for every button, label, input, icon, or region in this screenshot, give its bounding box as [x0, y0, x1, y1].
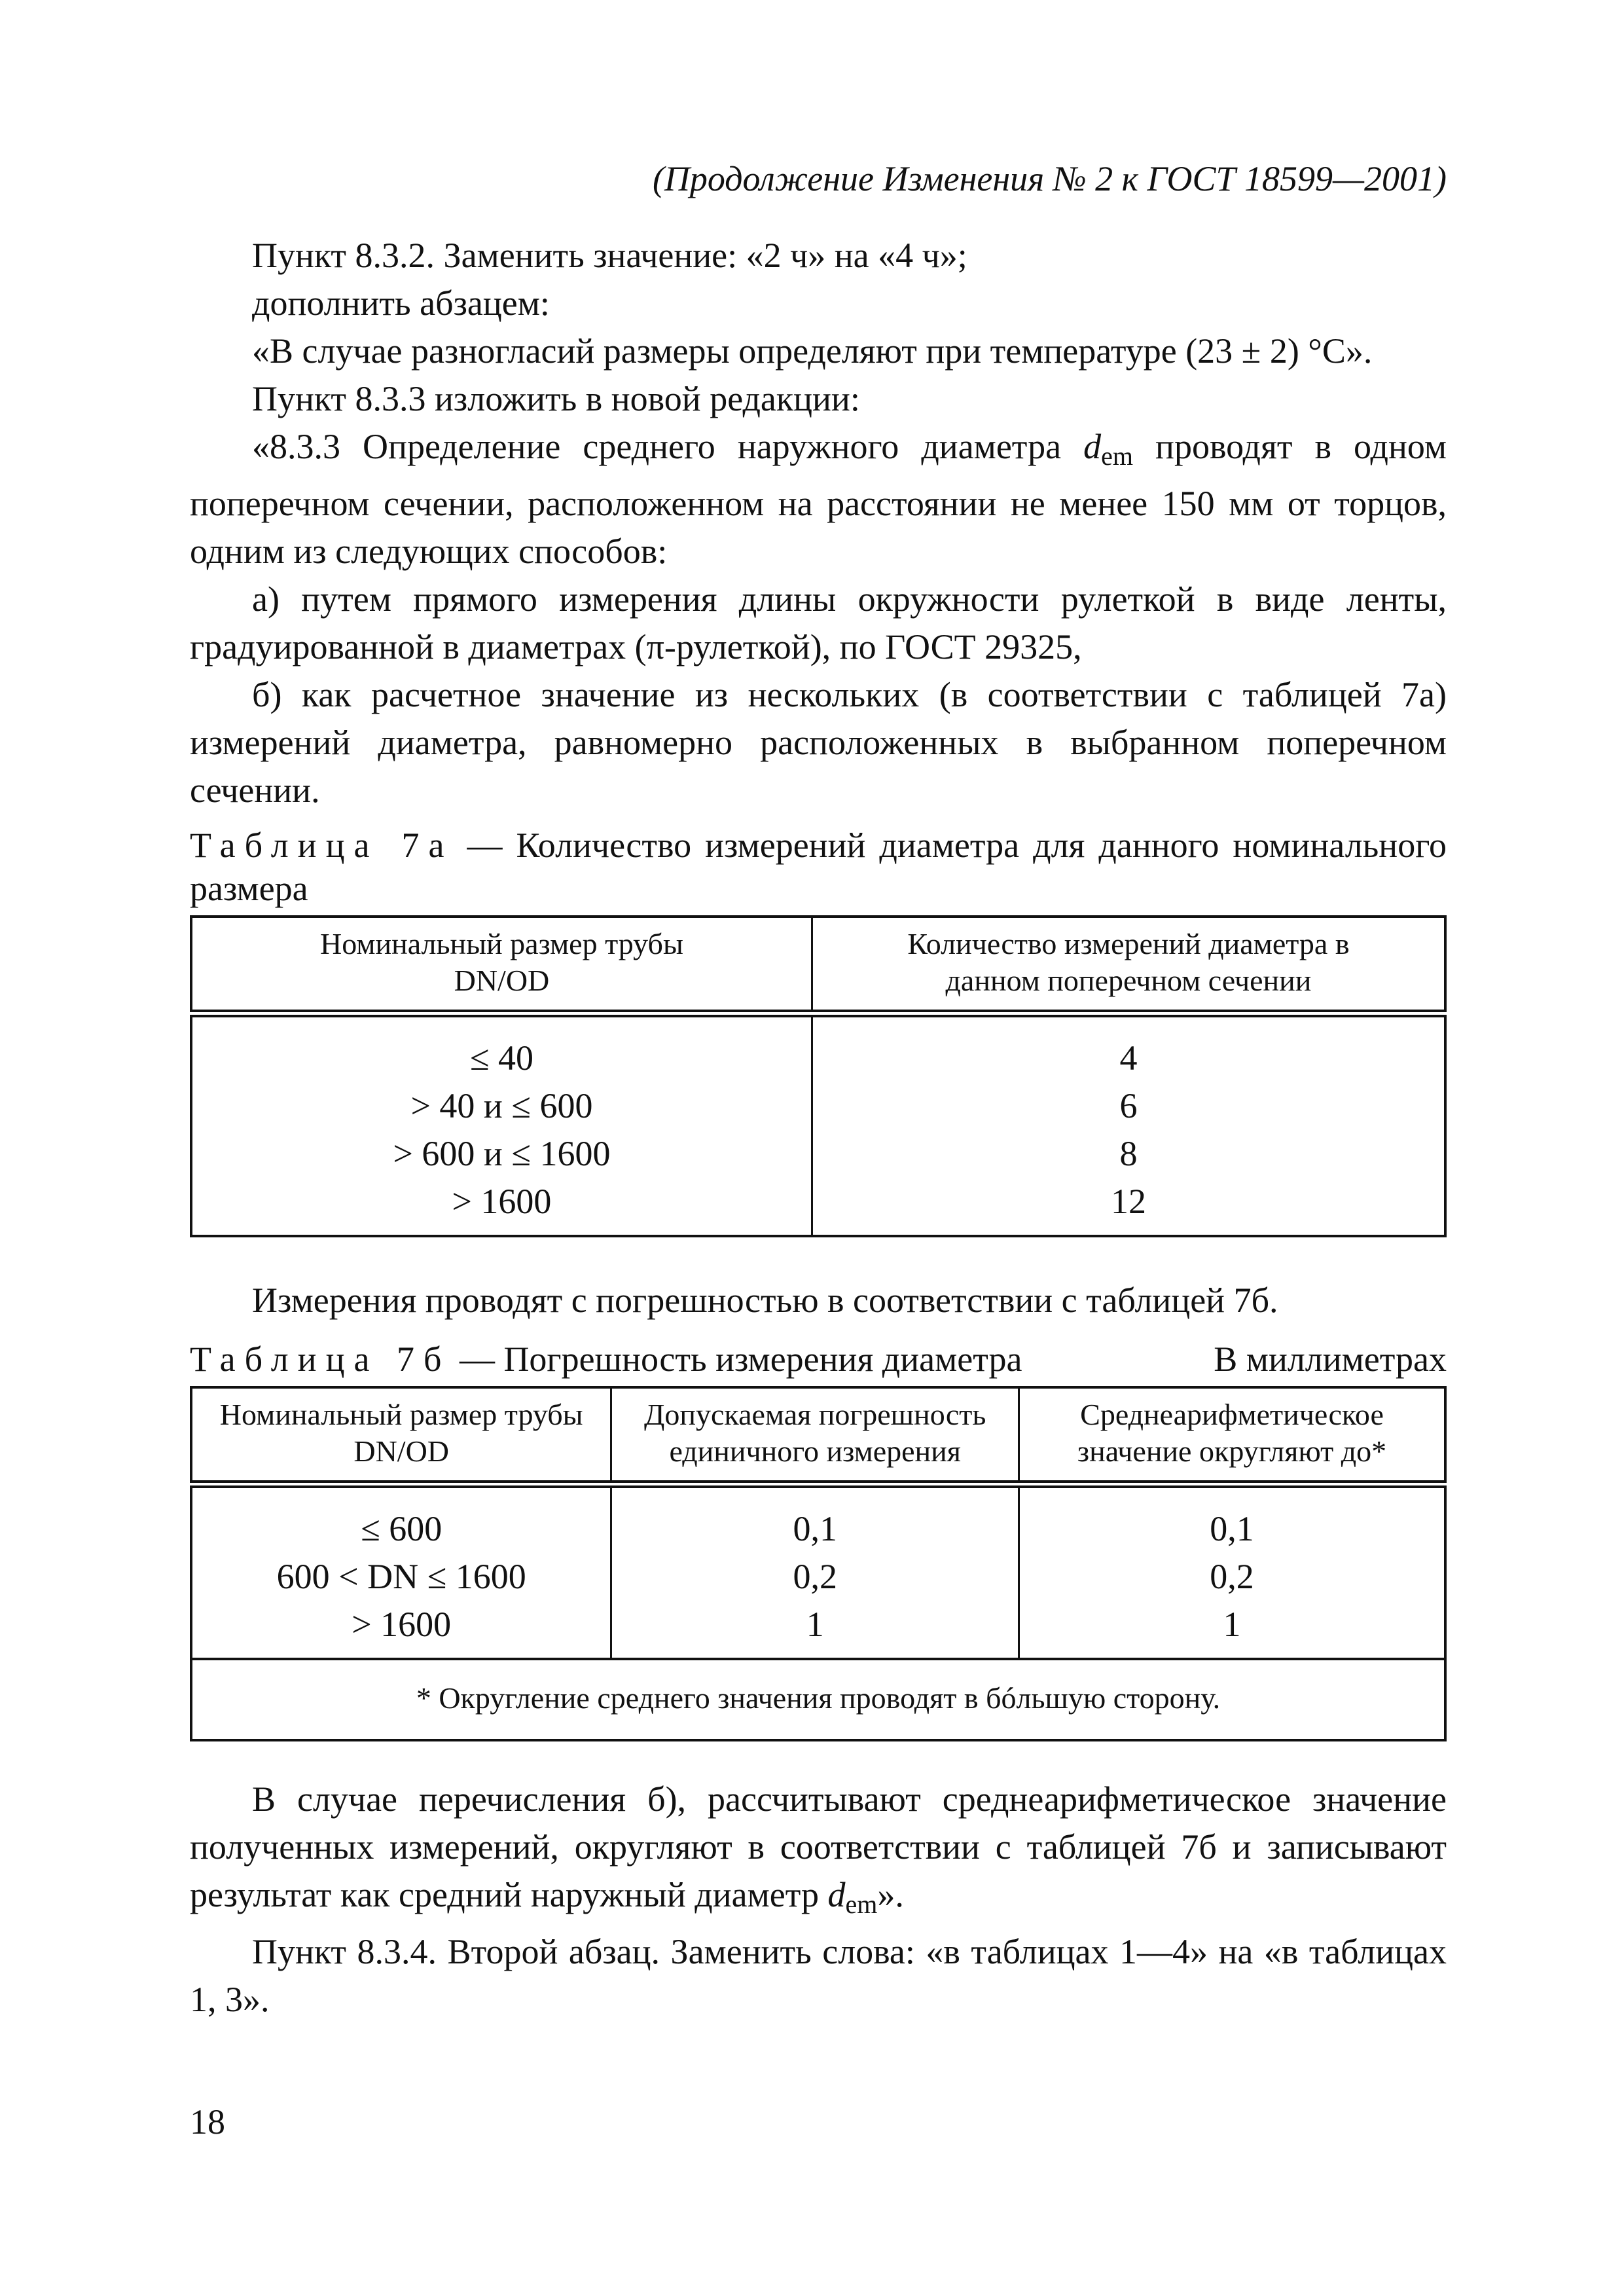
- page-number: 18: [190, 2102, 225, 2141]
- result-text-b: ».: [877, 1875, 904, 1914]
- table-7b-caption: [190, 1338, 1447, 1381]
- diameter-subscript: em: [1101, 441, 1133, 471]
- table-7a-header-nominal: Номинальный размер трубы DN/OD: [191, 917, 812, 1013]
- table-7a-cell: ≤ 40: [191, 1013, 812, 1082]
- table-7b-note-row: [191, 1659, 1445, 1740]
- table-7b-cell: ≤ 600: [191, 1484, 611, 1553]
- table-7b-cell: 0,1: [1019, 1484, 1445, 1553]
- paragraph-8-3-3: Пункт 8.3.3 изложить в новой редакции:: [252, 379, 860, 418]
- paragraph-temperature: «В случае разногласий размеры определяют при температуре (23 ± 2) °С».: [252, 331, 1373, 371]
- table-7a-cell: 4: [812, 1013, 1445, 1082]
- document-page: [190, 157, 1447, 2024]
- table-row: [191, 1601, 1445, 1659]
- table-7b-header-row: [191, 1387, 1445, 1484]
- paragraph-add: дополнить абзацем:: [252, 283, 550, 323]
- table-7a-header-count: Количество измерений диаметра в данном поперечном сечении: [812, 917, 1445, 1013]
- paragraph-result: [190, 1776, 1447, 1928]
- table-7b-cell: 0,2: [611, 1553, 1019, 1601]
- table-7a-cell: 8: [812, 1130, 1445, 1178]
- definition-text-b: проводят в одном поперечном сечении, расположенном на расстоянии не менее 150 мм от торцов, одним из следующих способов:: [190, 427, 1447, 571]
- table-7a-cell: 6: [812, 1082, 1445, 1130]
- table-7a-header-row: [191, 917, 1445, 1013]
- table-row: [191, 1013, 1445, 1082]
- result-text-a: В случае перечисления б), рассчитывают среднеарифметическое значение полученных измерений, округляют в соответствии с таблицей 7б и записывают результат как средний наружный диаметр: [190, 1779, 1447, 1914]
- table-7a-caption: [190, 824, 1447, 910]
- table-7a-cell: > 600 и ≤ 1600: [191, 1130, 812, 1178]
- table-row: [191, 1178, 1445, 1236]
- table-7b-label: Таблица 7б: [190, 1339, 451, 1379]
- paragraph-8-3-4: Пункт 8.3.4. Второй абзац. Заменить слова: «в таблицах 1—4» на «в таблицах 1, 3».: [190, 1932, 1447, 2019]
- table-row: [191, 1082, 1445, 1130]
- result-diameter-symbol: d: [827, 1875, 846, 1914]
- table-7a-label: Таблица 7а: [190, 826, 454, 865]
- table-7a-cell: > 1600: [191, 1178, 812, 1236]
- table-7a: [190, 915, 1447, 1237]
- paragraph-definition: [190, 423, 1447, 575]
- table-7b-footnote: * Округление среднего значения проводят в бóльшую сторону.: [191, 1659, 1445, 1740]
- table-row: [191, 1484, 1445, 1553]
- paragraph-accuracy: Измерения проводят с погрешностью в соответствии с таблицей 7б.: [252, 1281, 1278, 1320]
- table-7b-cell: > 1600: [191, 1601, 611, 1659]
- table-7b-cell: 0,1: [611, 1484, 1019, 1553]
- table-7b-title: — Погрешность измерения диаметра: [450, 1339, 1022, 1379]
- table-7b-units: В миллиметрах: [1214, 1339, 1447, 1379]
- diameter-symbol: d: [1083, 427, 1102, 466]
- table-7b-header-error: Допускаемая погрешность единичного измерения: [611, 1387, 1019, 1484]
- paragraph-method-a: а) путем прямого измерения длины окружности рулеткой в виде ленты, градуированной в диаметрах (π-рулеткой), по ГОСТ 29325,: [190, 579, 1447, 666]
- page-header: (Продолжение Изменения № 2 к ГОСТ 18599—2001): [652, 159, 1447, 198]
- definition-text-a: «8.3.3 Определение среднего наружного диаметра: [252, 427, 1084, 466]
- table-7a-title: — Количество измерений диаметра для данного номинального размера: [190, 826, 1447, 908]
- table-7a-cell: > 40 и ≤ 600: [191, 1082, 812, 1130]
- table-7b-cell: 0,2: [1019, 1553, 1445, 1601]
- table-7b-cell: 1: [611, 1601, 1019, 1659]
- table-7b-caption-left: [190, 1338, 1022, 1381]
- table-7b-header-nominal: Номинальный размер трубы DN/OD: [191, 1387, 611, 1484]
- table-7b-cell: 600 < DN ≤ 1600: [191, 1553, 611, 1601]
- table-row: [191, 1553, 1445, 1601]
- paragraph-method-b: б) как расчетное значение из нескольких (в соответствии с таблицей 7а) измерений диаметра, равномерно расположенных в выбранном поперечном сечении.: [190, 675, 1447, 810]
- table-row: [191, 1130, 1445, 1178]
- table-7b: [190, 1386, 1447, 1741]
- result-diameter-subscript: em: [845, 1889, 878, 1919]
- table-7b-header-mean: Среднеарифметическое значение округляют до*: [1019, 1387, 1445, 1484]
- paragraph-8-3-2: Пункт 8.3.2. Заменить значение: «2 ч» на «4 ч»;: [252, 236, 967, 275]
- table-7a-cell: 12: [812, 1178, 1445, 1236]
- table-7b-cell: 1: [1019, 1601, 1445, 1659]
